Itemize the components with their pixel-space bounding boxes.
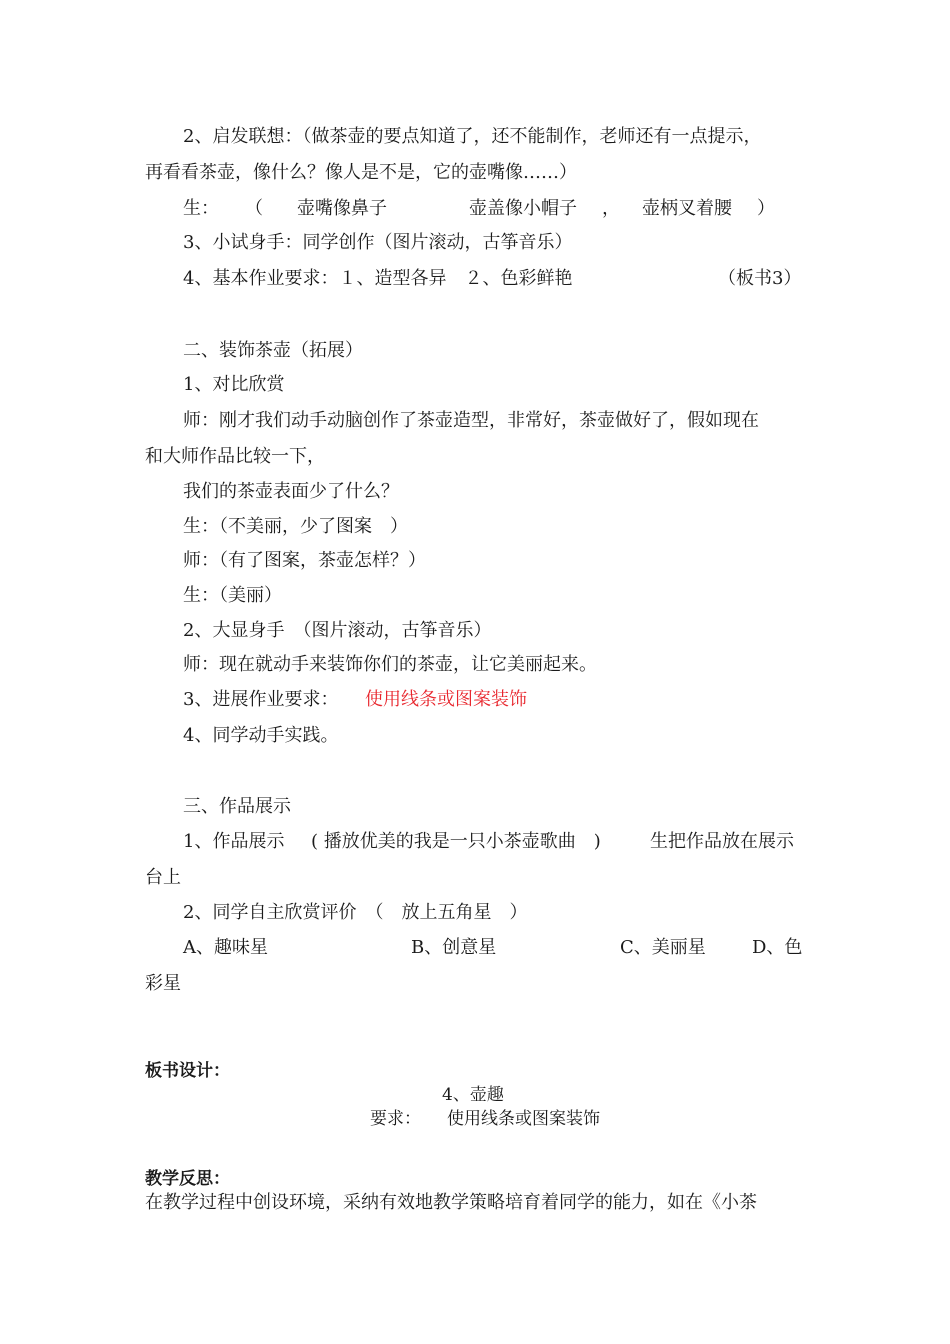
reflection-text: 在教学过程中创设环境，采纳有效地教学策略培育着同学的能力，如在《小茶 xyxy=(145,1192,757,1213)
paragraph-inspire-association: 2、启发联想：（做茶壶的要点知道了，还不能制作，老师还有一点提示， xyxy=(183,126,762,147)
teacher-question: 我们的茶壶表面少了什么？ xyxy=(183,481,399,502)
star-option-color-cont: 彩星 xyxy=(145,973,181,994)
exhibition-action-cont: 台上 xyxy=(145,867,181,888)
answer-handle: 壶柄叉着腰 xyxy=(642,198,732,219)
reflection-heading: 教学反思： xyxy=(145,1169,230,1189)
board-design-heading: 板书设计： xyxy=(145,1061,230,1081)
board-requirement-text: 使用线条或图案装饰 xyxy=(447,1109,600,1129)
advanced-homework-requirement: 使用线条或图案装饰 xyxy=(365,689,527,710)
star-option-fun: A、趣味星 xyxy=(183,937,268,958)
student-line-2: 生：（美丽） xyxy=(183,585,282,606)
paragraph-practice: 4、同学动手实践。 xyxy=(183,725,339,746)
board-title: 4、壶趣 xyxy=(442,1085,504,1105)
answer-comma: ， xyxy=(602,198,620,219)
advanced-homework-label: 3、进展作业要求： xyxy=(183,689,339,710)
board-note-3: （板书3） xyxy=(718,268,802,289)
exhibition-label: 1、作品展示 xyxy=(183,831,285,852)
section-heading-exhibition: 三、作品展示 xyxy=(183,796,291,817)
star-option-color: D、色 xyxy=(752,937,803,958)
student-label: 生： xyxy=(183,198,219,219)
teacher-line-1-cont: 和大师作品比较一下， xyxy=(145,446,325,467)
answer-spout: 壶嘴像鼻子 xyxy=(297,198,387,219)
teacher-line-1: 师：刚才我们动手动脑创作了茶壶造型，非常好，茶壶做好了，假如现在 xyxy=(183,410,759,431)
star-option-creative: B、创意星 xyxy=(411,937,497,958)
exhibition-music: ( 播放优美的我是一只小茶壶歌曲 ) xyxy=(311,831,601,852)
paragraph-inspire-association-cont: 再看看茶壶，像什么？像人是不是，它的壶嘴像……） xyxy=(145,162,577,183)
peer-evaluation: 2、同学自主欣赏评价 （ 放上五角星 ） xyxy=(183,902,528,923)
teacher-line-2: 师：（有了图案，茶壶怎样？） xyxy=(183,550,426,571)
star-option-beautiful: C、美丽星 xyxy=(620,937,706,958)
paren-open: （ xyxy=(245,198,263,219)
section-heading-decorate-teapot: 二、装饰茶壶（拓展） xyxy=(183,340,363,361)
board-requirement-label: 要求： xyxy=(370,1109,421,1129)
teacher-line-3: 师：现在就动手来装饰你们的茶壶，让它美丽起来。 xyxy=(183,654,597,675)
paragraph-try-hand: 3、小试身手：同学创作（图片滚动，古筝音乐） xyxy=(183,232,573,253)
student-line-1: 生：（不美丽，少了图案 ） xyxy=(183,516,408,537)
paragraph-compare: 1、对比欣赏 xyxy=(183,374,285,395)
paren-close: ） xyxy=(757,198,775,219)
basic-homework-requirements: 4、基本作业要求：１、造型各异 ２、色彩鲜艳 xyxy=(183,268,573,289)
exhibition-action: 生把作品放在展示 xyxy=(650,831,794,852)
paragraph-show-skill: 2、大显身手 （图片滚动，古筝音乐） xyxy=(183,620,492,641)
answer-lid: 壶盖像小帽子 xyxy=(469,198,577,219)
